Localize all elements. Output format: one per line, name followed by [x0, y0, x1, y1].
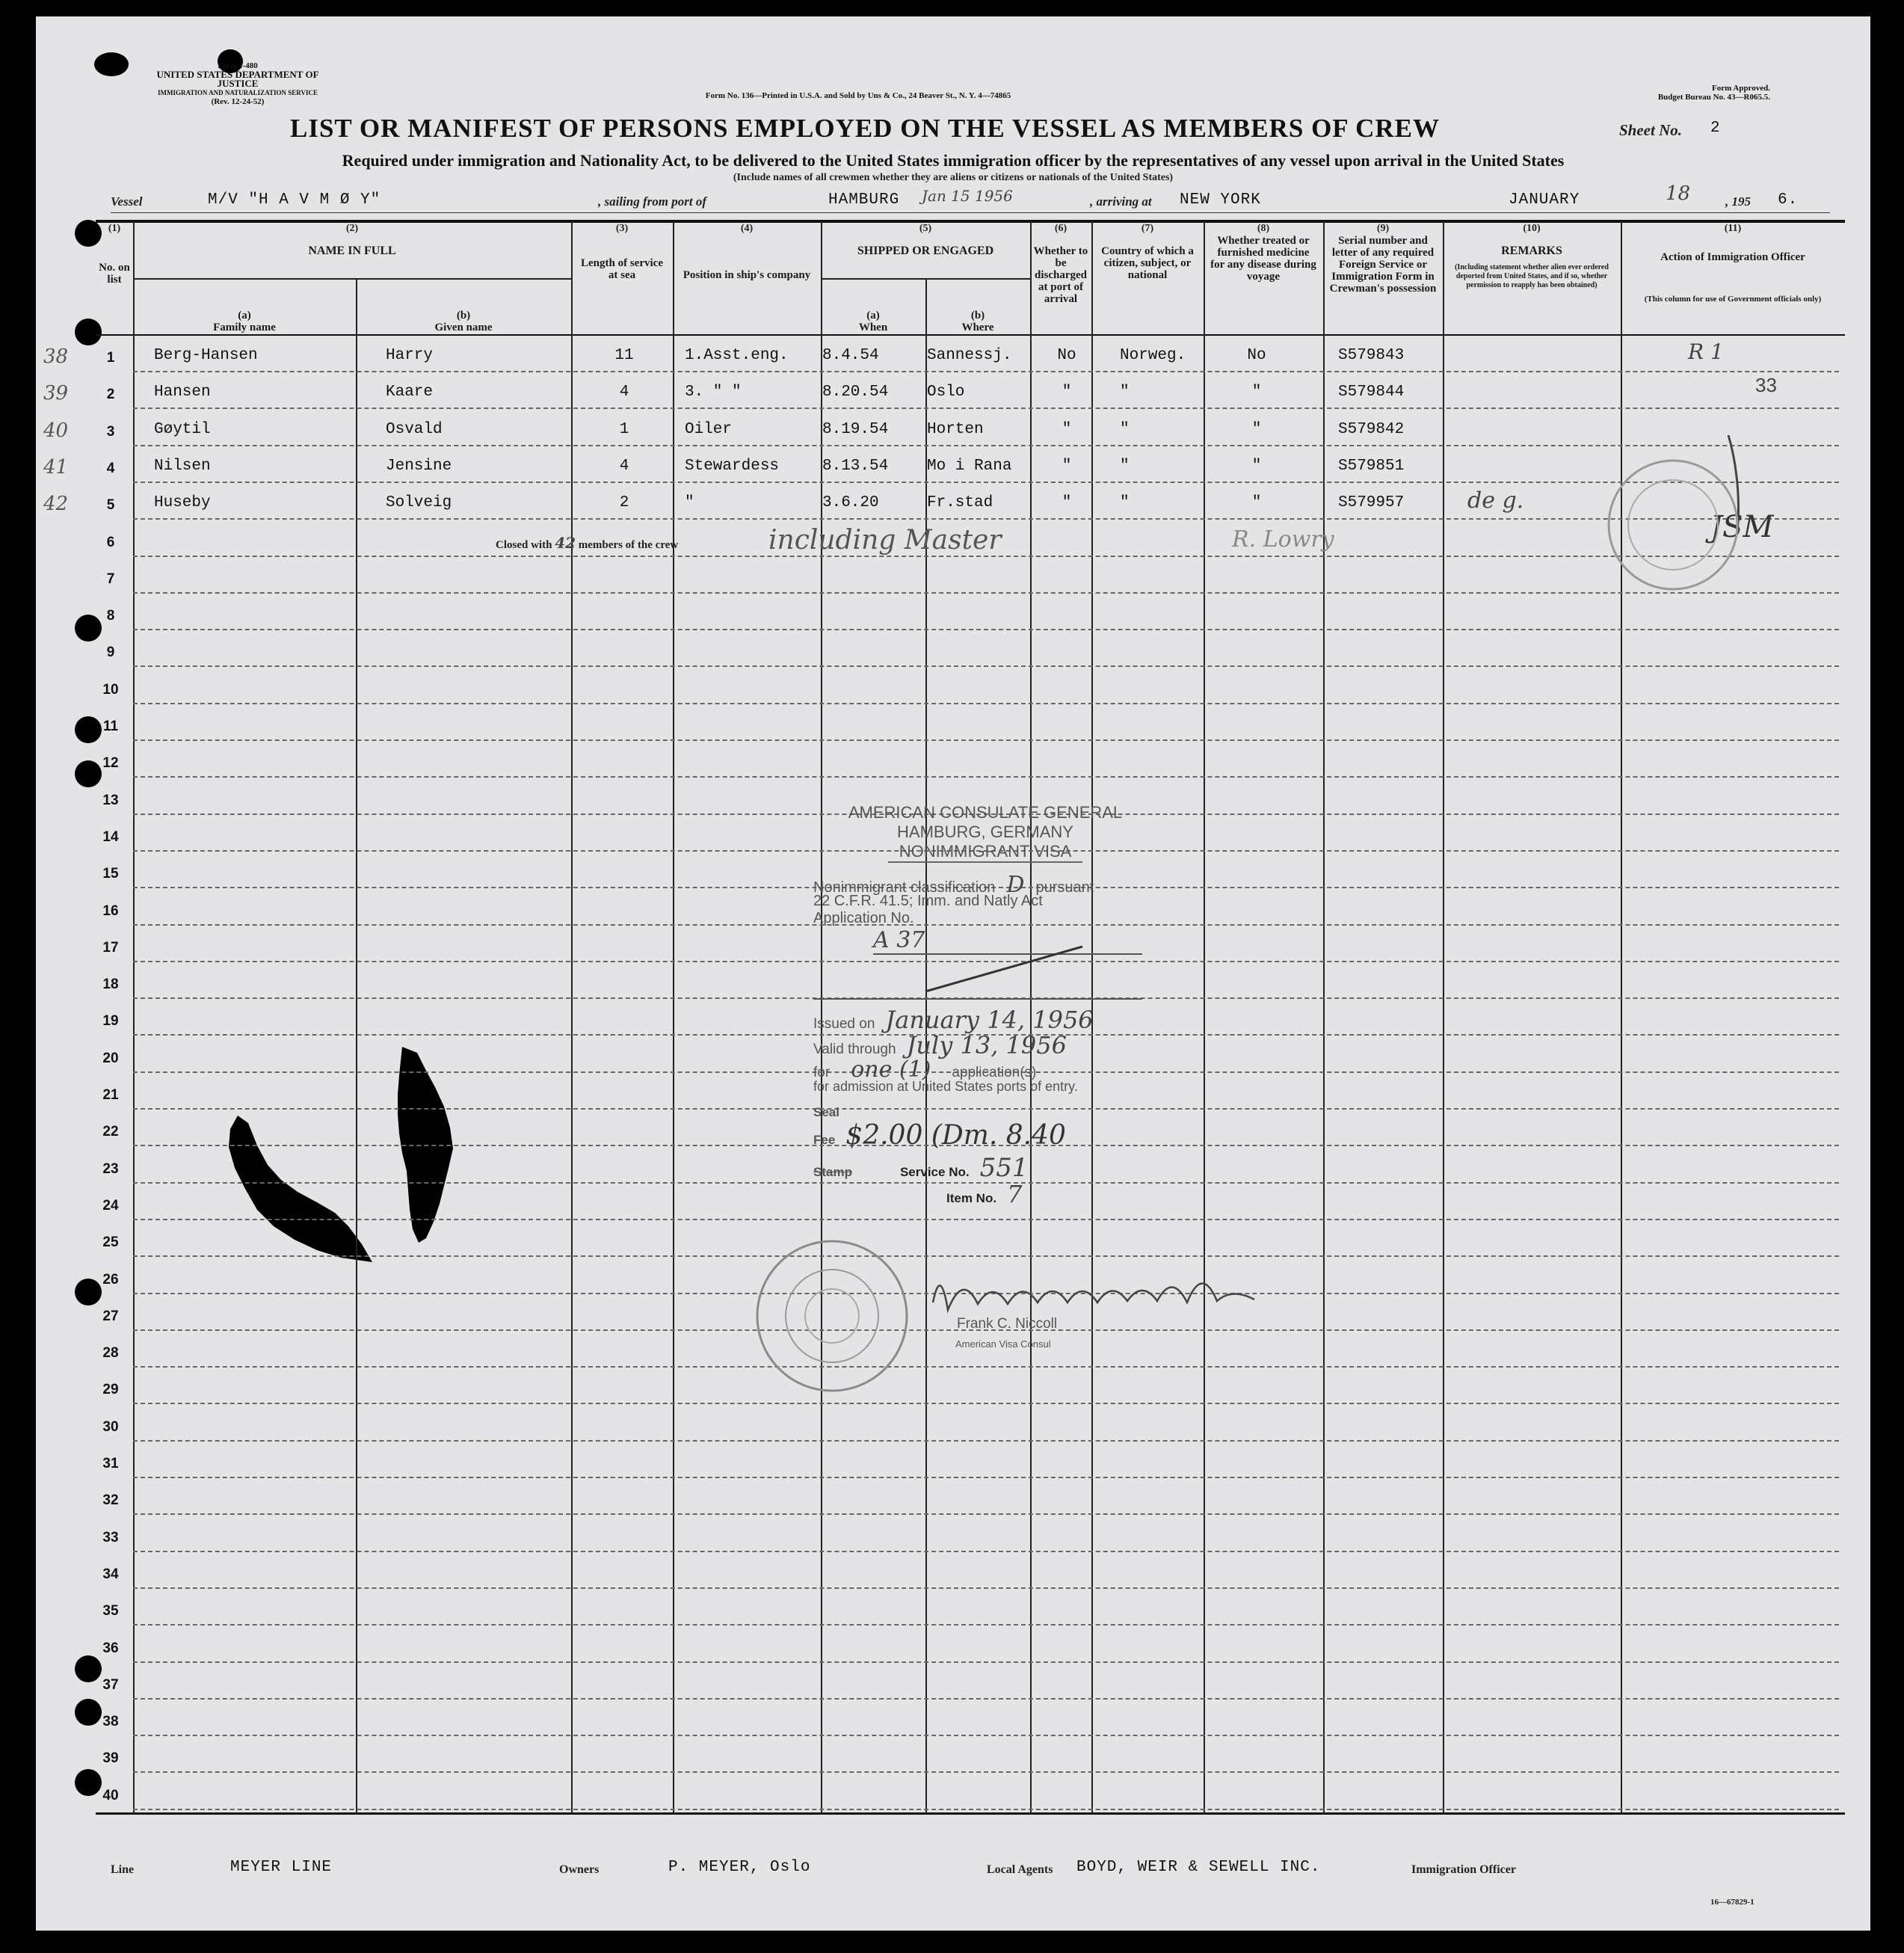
port-from: HAMBURG — [828, 191, 900, 209]
row-number: 38 — [102, 1714, 119, 1730]
row-number: 10 — [102, 681, 119, 698]
row-number: 32 — [102, 1492, 119, 1509]
col-num-2: (2) — [345, 223, 359, 234]
col-num-3: (3) — [615, 223, 629, 234]
row-rule — [133, 1513, 1839, 1515]
cell-service: 11 — [614, 347, 634, 364]
cell-discharge: " — [1062, 494, 1072, 512]
col-num-10: (10) — [1523, 223, 1541, 234]
margin-tally: 42 — [43, 493, 69, 516]
row-rule — [133, 1219, 1839, 1220]
burn-hole-marks — [185, 1033, 499, 1302]
row-number: 2 — [106, 387, 115, 403]
row-number: 25 — [102, 1234, 119, 1251]
row-rule — [133, 1477, 1839, 1478]
budget-bureau: Budget Bureau No. 43—R065.5. — [1657, 93, 1770, 102]
cell-discharge: No — [1057, 347, 1076, 364]
family-letter: (a) — [238, 310, 251, 322]
page-title: LIST OR MANIFEST OF PERSONS EMPLOYED ON THE VESSEL AS MEMBERS OF CREW — [290, 114, 1441, 143]
visa-for-value: one (1) — [851, 1057, 931, 1083]
row-rule — [133, 739, 1839, 741]
visa-line-3: NONIMMIGRANT VISA — [888, 842, 1082, 863]
cell-treated: No — [1247, 347, 1266, 364]
visa-fee-label: Fee — [813, 1133, 836, 1147]
family-label: Family name — [213, 322, 276, 333]
row-number: 34 — [102, 1566, 119, 1582]
row-number: 21 — [102, 1087, 119, 1103]
visa-item-label: Item No. — [946, 1191, 997, 1205]
col-header-action: Action of Immigration Officer — [1660, 251, 1805, 263]
col-header-action-note: (This column for use of Government officials only) — [1644, 295, 1822, 304]
row-number: 28 — [102, 1345, 119, 1362]
row-number: 14 — [102, 828, 119, 845]
row-rule — [133, 776, 1839, 778]
cell-where: Fr.stad — [927, 494, 993, 512]
visa-applications: application(s) — [952, 1065, 1037, 1080]
col-num-8: (8) — [1257, 223, 1270, 234]
row-number: 15 — [102, 866, 119, 882]
row-number: 39 — [102, 1750, 119, 1767]
signature-stroke — [933, 1283, 1254, 1310]
where-letter: (b) — [970, 310, 985, 322]
cell-treated: " — [1251, 494, 1262, 512]
when-letter: (a) — [866, 310, 880, 322]
visa-line-2: HAMBURG, GERMANY — [897, 822, 1073, 841]
port-from-handwritten: Jan 15 1956 — [922, 187, 1013, 205]
closing-initials: R. Lowry — [1232, 526, 1334, 553]
row-rule — [133, 1403, 1839, 1404]
arriving-label: , arriving at — [1090, 194, 1152, 209]
cell-country: " — [1120, 384, 1130, 402]
cell-given: Solveig — [386, 494, 452, 512]
action-mark: R 1 — [1688, 339, 1724, 364]
row-number: 7 — [106, 570, 115, 587]
col-num-9: (9) — [1376, 223, 1390, 234]
row-number: 8 — [106, 608, 115, 624]
cell-when: 3.6.20 — [822, 494, 879, 512]
visa-valid-label: Valid through — [813, 1042, 896, 1057]
row-number: 13 — [102, 792, 119, 808]
year-prefix: , 195 — [1725, 194, 1751, 209]
service: IMMIGRATION AND NATURALIZATION SERVICE — [158, 89, 318, 96]
margin-tally: 38 — [43, 345, 69, 368]
arrival-month: JANUARY — [1509, 191, 1580, 209]
row-number: 4 — [106, 460, 115, 476]
cell-position: Oiler — [685, 420, 733, 438]
cell-when: 8.19.54 — [822, 420, 889, 438]
row-number: 30 — [102, 1418, 119, 1435]
row-rule — [133, 371, 1839, 372]
row-rule — [133, 629, 1839, 630]
col-header-discharge: Whether to be discharged at port of arrival — [1033, 245, 1088, 305]
where-label: Where — [961, 322, 994, 333]
cell-given: Osvald — [386, 420, 443, 438]
consul-title: American Visa Consul — [955, 1338, 1051, 1350]
col-num-11: (11) — [1724, 223, 1742, 234]
cell-service: 4 — [619, 384, 629, 402]
table-bottom-rule — [96, 1812, 1845, 1815]
cell-family: Huseby — [154, 494, 211, 512]
visa-service-label: Service No. — [899, 1165, 970, 1179]
cell-discharge: " — [1062, 457, 1072, 475]
cell-where: Mo i Rana — [927, 457, 1012, 475]
row-number: 26 — [102, 1271, 119, 1288]
row-number: 36 — [102, 1640, 119, 1656]
cell-family: Gøytil — [154, 420, 211, 438]
given-letter: (b) — [456, 310, 471, 322]
printer-note: Form No. 136—Printed in U.S.A. and Sold by Uns & Co., 24 Beaver St., N. Y. 4—74865 — [705, 91, 1011, 100]
cell-discharge: " — [1062, 420, 1072, 438]
cell-position: Stewardess — [685, 457, 780, 475]
department: UNITED STATES DEPARTMENT OF JUSTICE — [156, 69, 319, 89]
consular-seal — [735, 1235, 937, 1400]
cell-serial: S579957 — [1338, 494, 1405, 512]
col-header-no: No. on list — [99, 262, 130, 286]
closing-suffix: members of the crew — [578, 539, 679, 551]
visa-application-label: Application No. — [813, 910, 914, 926]
cell-given: Harry — [386, 347, 434, 364]
cell-treated: " — [1251, 457, 1262, 475]
cell-when: 8.13.54 — [822, 457, 889, 475]
visa-issued: January 14, 1956 — [885, 1006, 1094, 1034]
row-rule — [133, 1366, 1839, 1368]
col-header-remarks-note: (Including statement whether alien ever ordered deported from United States, and if so, whether permission to reapply has been obtained) — [1455, 263, 1609, 289]
row-number: 22 — [102, 1124, 119, 1140]
cell-where: Oslo — [927, 384, 965, 402]
include-note: (Include names of all crewmen whether they are aliens or citizens or nationals of the United States) — [733, 172, 1174, 183]
col-header-family — [133, 310, 356, 333]
seal-center — [805, 1289, 859, 1343]
row-rule — [133, 1440, 1839, 1442]
row-number: 23 — [102, 1160, 119, 1177]
row-rule — [133, 1587, 1839, 1589]
row-number: 6 — [106, 534, 115, 550]
form-id: Form I-480 — [218, 61, 258, 70]
row-rule — [133, 1624, 1839, 1626]
row-number: 11 — [102, 719, 119, 734]
footer-line: MEYER LINE — [230, 1859, 333, 1876]
cell-when: 8.20.54 — [822, 384, 889, 402]
cell-serial: S579851 — [1338, 457, 1405, 475]
cell-serial: S579844 — [1338, 384, 1405, 402]
cell-treated: " — [1251, 420, 1262, 438]
visa-pursuant: pursuant — [1035, 879, 1094, 896]
row-number: 16 — [102, 902, 119, 919]
closing-handwritten: including Master — [768, 525, 1002, 556]
immigration-stamp-marks — [1561, 435, 1785, 615]
row-number: 9 — [106, 645, 115, 661]
row-rule — [133, 665, 1839, 667]
row-number: 40 — [102, 1787, 119, 1803]
col-header-position: Position in ship's company — [683, 269, 811, 281]
row-rule — [133, 1255, 1839, 1257]
row-rule — [133, 407, 1839, 409]
row-number: 24 — [102, 1197, 119, 1214]
col-header-given — [356, 310, 571, 333]
visa-item-no: 7 — [1007, 1180, 1023, 1208]
row-rule — [133, 1661, 1839, 1663]
row-number: 3 — [106, 423, 115, 440]
row-number: 5 — [106, 497, 115, 514]
punch-hole — [75, 319, 102, 345]
visa-strike-marks — [881, 921, 1165, 1071]
given-label: Given name — [434, 322, 493, 333]
cell-where: Sannessj. — [927, 347, 1012, 364]
footer-officer-label: Immigration Officer — [1411, 1863, 1516, 1876]
closing-line — [496, 534, 678, 552]
approval-block — [1621, 84, 1770, 102]
col-num-4: (4) — [740, 223, 754, 234]
closing-prefix: Closed with — [496, 539, 552, 551]
cell-position: " — [685, 494, 694, 512]
visa-admission: for admission at United States ports of entry. — [813, 1079, 1078, 1094]
footer-owners: P. MEYER, Oslo — [668, 1859, 811, 1876]
col-header-treated: Whether treated or furnished medicine for any disease during voyage — [1210, 235, 1316, 283]
cell-when: 8.4.54 — [822, 347, 879, 364]
col-header-shipped: SHIPPED OR ENGAGED — [857, 244, 994, 257]
row-number: 1 — [106, 350, 115, 366]
row-rule — [133, 1809, 1839, 1810]
strike-line — [925, 947, 1082, 991]
cell-position: 3. " " — [685, 384, 742, 402]
row-number: 29 — [102, 1382, 119, 1398]
col-header-serial: Serial number and letter of any required Foreign Service or Immigration Form in Crewman's possession — [1329, 235, 1437, 295]
when-label: When — [858, 322, 888, 333]
seal-outer — [757, 1241, 907, 1391]
port-to: NEW YORK — [1180, 191, 1261, 209]
required-notice: Required under immigration and Nationality Act, to be delivered to the United States immigration officer by the representatives of any vessel upon arrival in the United States — [342, 151, 1565, 170]
row-number: 33 — [102, 1529, 119, 1546]
row-rule — [133, 1698, 1839, 1700]
col-header-when — [821, 310, 925, 333]
vessel-label: Vessel — [111, 194, 143, 209]
row-number: 37 — [102, 1676, 119, 1693]
cell-discharge: " — [1062, 384, 1072, 402]
cell-service: 1 — [619, 420, 629, 438]
row-number: 18 — [102, 977, 119, 993]
col-num-7: (7) — [1141, 223, 1154, 234]
sheet-label: Sheet No. — [1619, 121, 1682, 139]
footer-line-label: Line — [111, 1863, 135, 1876]
visa-service-no: 551 — [979, 1153, 1029, 1183]
visa-application-no: A 37 — [873, 927, 1142, 955]
vessel-name: M/V "H A V M Ø Y" — [208, 191, 381, 209]
row-number: 17 — [102, 939, 119, 956]
revision: (Rev. 12-24-52) — [211, 97, 265, 106]
arrival-day: 18 — [1666, 182, 1691, 205]
footer-agents-label: Local Agents — [987, 1863, 1053, 1876]
manifest-sheet — [36, 16, 1870, 1931]
header-bottom-rule — [96, 334, 1845, 336]
row-rule — [133, 1551, 1839, 1552]
year-suffix: 6. — [1778, 191, 1799, 209]
visa-seal: Seal — [813, 1105, 839, 1119]
form-approved: Form Approved. — [1711, 84, 1770, 93]
cell-country: Norweg. — [1120, 347, 1186, 364]
visa-cfr: 22 C.F.R. 41.5; Imm. and Natly Act — [813, 893, 1043, 909]
action-count: 33 — [1755, 374, 1777, 396]
footer-agents: BOYD, WEIR & SEWELL INC. — [1076, 1859, 1321, 1876]
sailing-label: , sailing from port of — [598, 194, 706, 209]
margin-tally: 39 — [43, 382, 69, 405]
remark-handwritten: de g. — [1467, 488, 1524, 514]
row-number: 31 — [102, 1456, 119, 1471]
cell-serial: S579843 — [1338, 347, 1405, 364]
row-rule — [133, 1735, 1839, 1736]
row-number: 20 — [102, 1050, 119, 1066]
visa-stamp-label: Stamp — [813, 1165, 852, 1179]
cell-service: 2 — [619, 494, 629, 512]
burn-hole — [229, 1116, 372, 1262]
col-header-service: Length of service at sea — [581, 257, 663, 281]
visa-for-label: for — [813, 1065, 831, 1080]
cell-treated: " — [1251, 384, 1262, 402]
col-header-name: NAME IN FULL — [308, 244, 396, 257]
col-num-6: (6) — [1054, 223, 1067, 234]
sheet-number: 2 — [1710, 120, 1721, 137]
margin-tally: 40 — [43, 419, 69, 442]
row-rule — [133, 1771, 1839, 1773]
row-rule — [133, 703, 1839, 704]
row-number: 35 — [102, 1603, 119, 1620]
cell-country: " — [1120, 494, 1130, 512]
row-number: 12 — [102, 755, 119, 772]
cell-position: 1.Asst.eng. — [685, 347, 789, 364]
form-id-block — [148, 61, 327, 106]
row-number: 19 — [102, 1013, 119, 1030]
closing-count: 42 — [555, 534, 576, 552]
action-initials: JSM — [1710, 510, 1774, 544]
seal-inner — [786, 1270, 878, 1362]
margin-tally: 41 — [43, 455, 69, 479]
cell-where: Horten — [927, 420, 984, 438]
cell-serial: S579842 — [1338, 420, 1405, 438]
cell-given: Jensine — [386, 457, 452, 475]
visa-classification: D — [1006, 872, 1025, 898]
stamp-inner-ring — [1628, 480, 1718, 570]
visa-classification-label: Nonimmigrant classification — [813, 879, 996, 896]
footer-code: 16—67829-1 — [1710, 1898, 1754, 1907]
cell-country: " — [1120, 457, 1130, 475]
cell-country: " — [1120, 420, 1130, 438]
cell-family: Berg-Hansen — [154, 347, 258, 364]
cell-family: Hansen — [154, 384, 211, 402]
visa-fee: $2.00 (Dm. 8.40 — [845, 1120, 1066, 1151]
footer-owners-label: Owners — [559, 1863, 600, 1876]
visa-valid: July 13, 1956 — [906, 1031, 1067, 1059]
visa-issued-label: Issued on — [813, 1016, 875, 1032]
punch-hole — [94, 52, 129, 76]
col-num-1: (1) — [108, 223, 121, 234]
visa-line-1: AMERICAN CONSULATE GENERAL — [848, 803, 1123, 822]
col-header-where — [925, 310, 1030, 333]
col-num-5: (5) — [919, 223, 932, 234]
cell-family: Nilsen — [154, 457, 211, 475]
cell-service: 4 — [619, 457, 629, 475]
col-header-remarks: REMARKS — [1501, 244, 1562, 257]
consul-name: Frank C. Niccoll — [957, 1316, 1058, 1332]
consul-signature — [918, 1258, 1307, 1325]
cell-given: Kaare — [386, 384, 434, 402]
row-number: 27 — [102, 1308, 119, 1324]
col-header-country: Country of which a citizen, subject, or national — [1101, 245, 1194, 281]
